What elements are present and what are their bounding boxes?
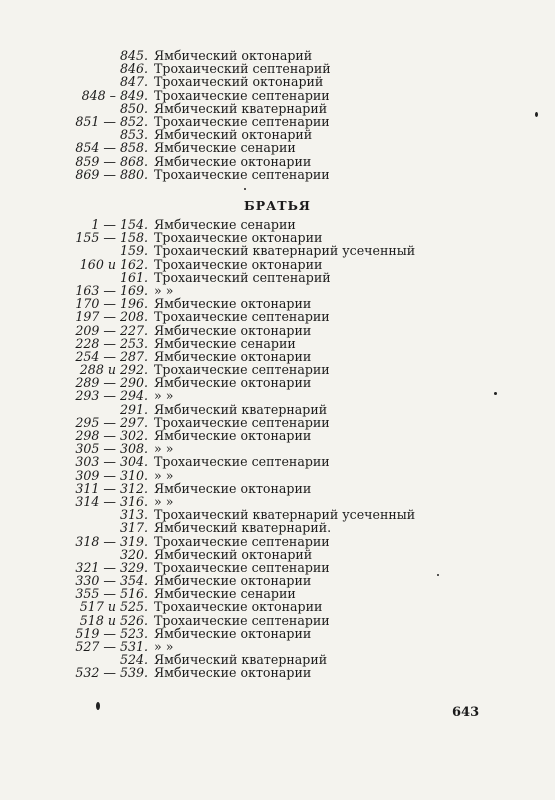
line-range: 295 — 297. xyxy=(75,414,148,430)
meter-description: Ямбические сенарии xyxy=(154,140,296,156)
line-range: 859 — 868. xyxy=(75,153,148,169)
meter-description: Ямбические октонарии xyxy=(154,153,312,169)
line-range: 313. xyxy=(119,507,148,523)
print-speck xyxy=(244,188,246,190)
line-range: 519 — 523. xyxy=(75,625,148,641)
line-range: 854 — 858. xyxy=(75,140,148,156)
line-range: 532 — 539. xyxy=(75,665,148,681)
line-range: 847. xyxy=(119,74,148,90)
meter-description: Трохаические септенарии xyxy=(154,533,330,549)
line-range: 850. xyxy=(119,100,148,116)
meter-description: Ямбический кватернарий. xyxy=(154,520,332,536)
line-range: 517 и 525. xyxy=(79,599,148,615)
meter-description: Трохаический октонарий xyxy=(154,74,324,90)
meter-description: Трохаические септенарии xyxy=(154,166,330,182)
line-range: 170 — 196. xyxy=(75,296,148,312)
meter-description: Ямбические сенарии xyxy=(154,335,296,351)
meter-description: Ямбические октонарии xyxy=(154,480,312,496)
line-range: 163 — 169. xyxy=(75,282,148,298)
line-range: 330 — 354. xyxy=(75,573,148,589)
meter-description: Трохаический септенарий xyxy=(154,269,331,285)
meter-entry xyxy=(70,600,490,613)
print-speck xyxy=(535,112,538,117)
meter-description: Трохаические септенарии xyxy=(154,87,330,103)
line-range: 303 — 304. xyxy=(75,454,148,470)
line-range: 311 — 312. xyxy=(75,480,148,496)
line-range: 305 — 308. xyxy=(75,441,148,457)
meter-description: Ямбический кватернарий xyxy=(154,401,328,417)
meter-entry xyxy=(70,389,490,402)
meter-description: Трохаические септенарии xyxy=(154,612,330,628)
page-number: 643 xyxy=(452,705,480,720)
line-range: 524. xyxy=(119,652,148,668)
meter-description: » » xyxy=(154,441,174,457)
line-range: 320. xyxy=(119,546,148,562)
line-range: 848 – 849. xyxy=(81,87,148,103)
line-range: 293 — 294. xyxy=(75,388,148,404)
meter-description: Ямбический октонарий xyxy=(154,48,313,63)
meter-description: Ямбические октонарии xyxy=(154,348,312,364)
meter-entry xyxy=(70,337,490,350)
meter-description: Ямбический октонарий xyxy=(154,127,313,143)
meter-description: Трохаические септенарии xyxy=(154,454,330,470)
line-range: 321 — 329. xyxy=(75,559,148,575)
line-range: 161. xyxy=(119,269,148,285)
line-range: 846. xyxy=(119,61,148,77)
line-range: 853. xyxy=(119,127,148,143)
line-range: 1 — 154. xyxy=(91,217,148,232)
meter-description: Ямбические октонарии xyxy=(154,322,312,338)
meter-description: Трохаический кватернарий усеченный xyxy=(154,243,416,259)
meter-description: » » xyxy=(154,467,174,483)
meter-entry xyxy=(70,521,490,534)
meter-entry xyxy=(70,403,490,416)
meter-description: Трохаические септенарии xyxy=(154,309,330,325)
meter-entry xyxy=(70,324,490,337)
meter-description: Ямбические октонарии xyxy=(154,665,312,681)
meter-entry xyxy=(70,666,490,679)
meter-description: Ямбические октонарии xyxy=(154,296,312,312)
meter-entry xyxy=(70,469,490,482)
meter-entry xyxy=(70,75,490,88)
meter-description: » » xyxy=(154,639,174,654)
meter-entry xyxy=(70,535,490,548)
meter-entry xyxy=(70,155,490,168)
meter-description: Ямбический кватернарий xyxy=(154,100,328,116)
meter-description: Трохаический септенарий xyxy=(154,61,331,77)
line-range: 309 — 310. xyxy=(75,467,148,483)
meter-description: Трохаический кватернарий усеченный xyxy=(154,507,416,523)
meter-description: Трохаические септенарии xyxy=(154,559,330,575)
line-range: 518 и 526. xyxy=(79,612,148,628)
meter-description: Трохаические септенарии xyxy=(154,414,330,430)
line-range: 851 — 852. xyxy=(75,113,148,129)
meter-entry xyxy=(70,310,490,323)
meter-description: Трохаические септенарии xyxy=(154,113,330,129)
line-range: 254 — 287. xyxy=(75,348,148,364)
meter-description: » » xyxy=(154,388,174,404)
meter-description: » » xyxy=(154,282,174,298)
print-speck xyxy=(494,392,497,395)
print-speck xyxy=(96,702,100,710)
meter-description: Ямбический октонарий xyxy=(154,546,313,562)
meter-entry xyxy=(70,102,490,115)
line-range: 155 — 158. xyxy=(75,230,148,246)
meter-entry xyxy=(70,455,490,468)
meter-description: Ямбические сенарии xyxy=(154,586,296,602)
line-range: 288 и 292. xyxy=(79,362,148,378)
line-range: 845. xyxy=(119,48,148,63)
meter-description: Трохаические октонарии xyxy=(154,599,323,615)
line-range: 314 — 316. xyxy=(75,493,148,509)
line-range: 228 — 253. xyxy=(75,335,148,351)
meter-description: Ямбические октонарии xyxy=(154,625,312,641)
meter-description: Ямбические октонарии xyxy=(154,573,312,589)
meter-entry xyxy=(70,614,490,627)
meter-description: Ямбический кватернарий xyxy=(154,652,328,668)
meter-description: Ямбические октонарии xyxy=(154,428,312,443)
line-range: 197 — 208. xyxy=(75,309,148,325)
meter-entry xyxy=(70,141,490,154)
meter-entry xyxy=(70,168,490,181)
line-range: 209 — 227. xyxy=(75,322,148,338)
print-speck xyxy=(437,574,439,576)
line-range: 298 — 302. xyxy=(75,428,148,443)
meter-entry xyxy=(70,258,490,271)
line-range: 527 — 531. xyxy=(75,639,148,654)
meter-entry xyxy=(70,548,490,561)
meter-description: Ямбические сенарии xyxy=(154,217,296,232)
meter-entry xyxy=(70,89,490,102)
meter-description: Трохаические септенарии xyxy=(154,362,330,378)
line-range: 869 — 880. xyxy=(75,166,148,182)
line-range: 289 — 290. xyxy=(75,375,148,391)
meter-entry xyxy=(70,482,490,495)
meter-list-section-1 xyxy=(70,49,490,181)
meter-description: Трохаические октонарии xyxy=(154,230,323,246)
line-range: 318 — 319. xyxy=(75,533,148,549)
line-range: 317. xyxy=(119,520,148,536)
line-range: 160 и 162. xyxy=(79,256,148,272)
line-range: 355 — 516. xyxy=(75,586,148,602)
meter-description: » » xyxy=(154,493,174,509)
section-heading: БРАТЬЯ xyxy=(244,198,311,213)
meter-list-section-2 xyxy=(70,218,490,680)
line-range: 159. xyxy=(119,243,148,259)
meter-description: Трохаические октонарии xyxy=(154,256,323,272)
meter-entry xyxy=(70,244,490,257)
meter-description: Ямбические октонарии xyxy=(154,375,312,391)
meter-entry xyxy=(70,271,490,284)
line-range: 291. xyxy=(119,401,148,417)
